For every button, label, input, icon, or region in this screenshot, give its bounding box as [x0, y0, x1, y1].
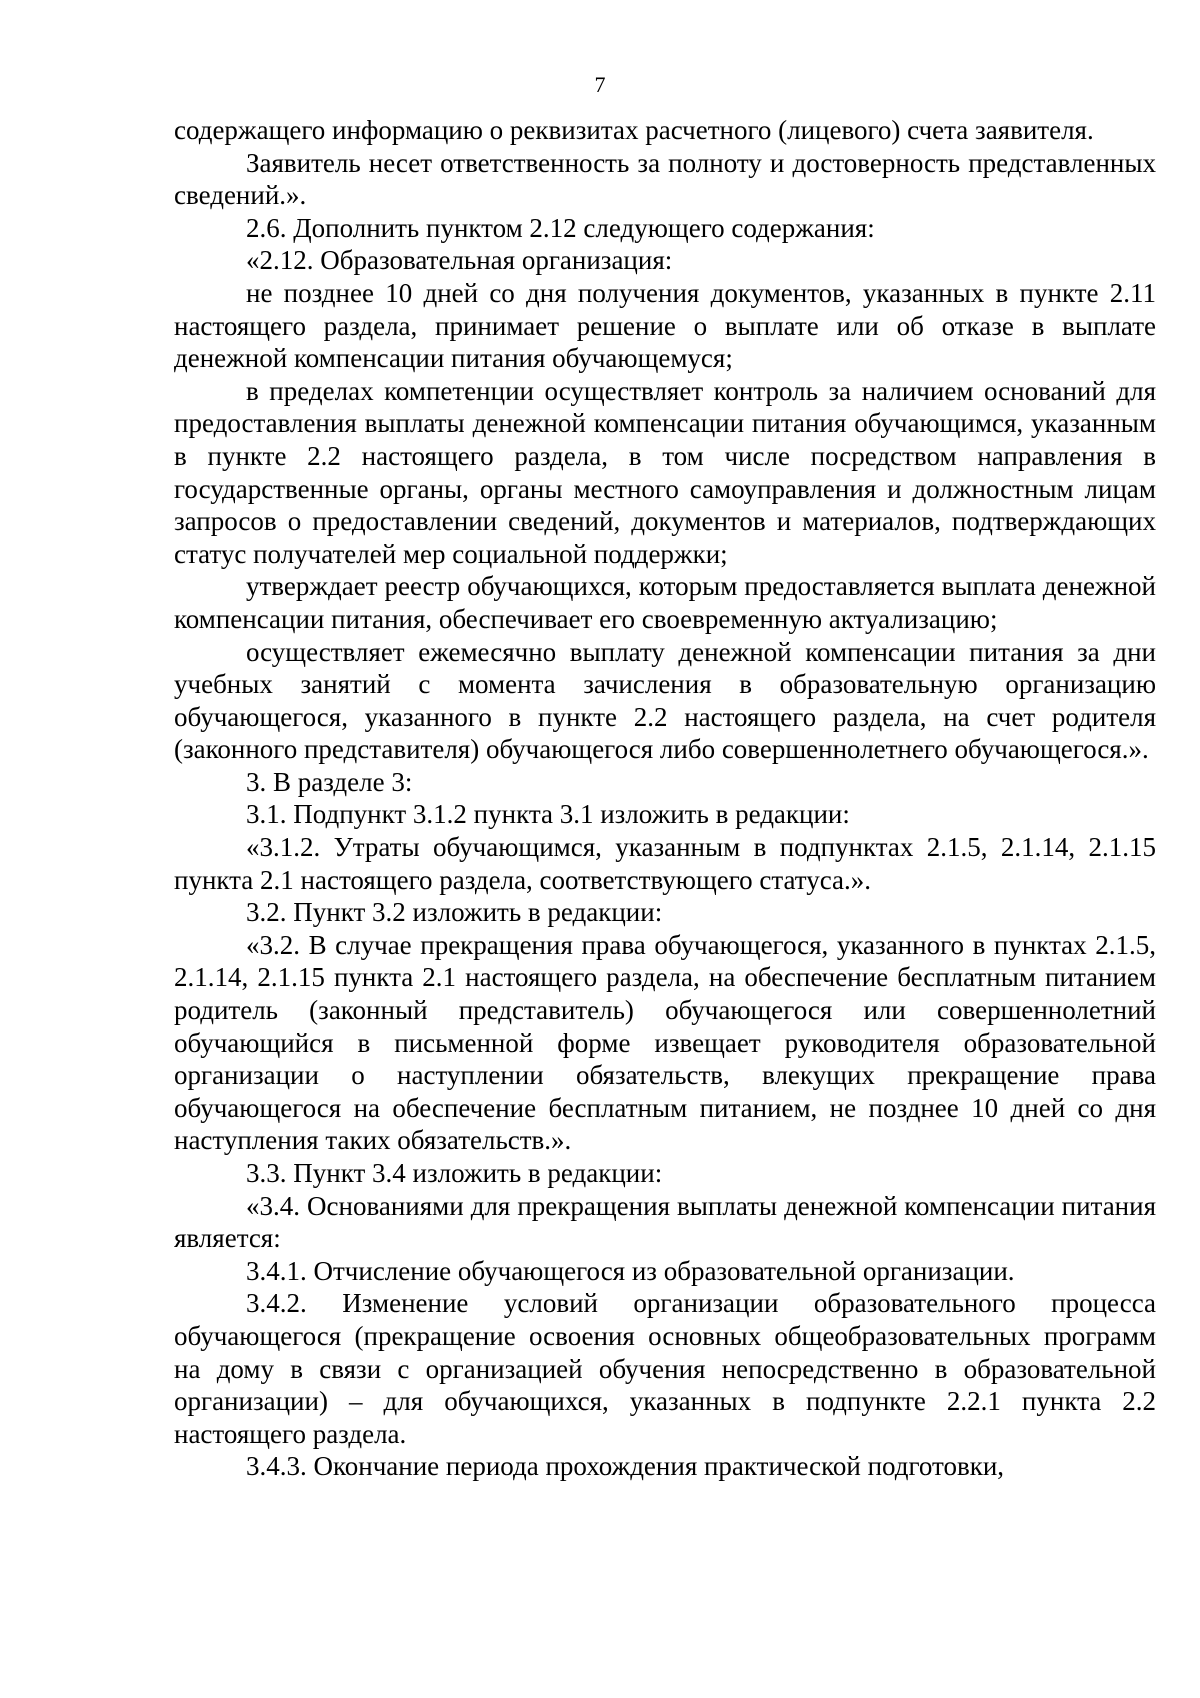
- paragraph: 3.4.1. Отчисление обучающегося из образовательной организации.: [246, 1255, 1015, 1286]
- paragraph: не позднее 10 дней со дня получения документов, указанных в пункте 2.11 настоящего раздела, принимает решение о выплате или об отказе в выплате денежной компенсации питания обучающемуся;: [174, 277, 1156, 374]
- paragraph: утверждает реестр обучающихся, которым предоставляется выплата денежной компенсации питания, обеспечивает его своевременную актуализацию;: [174, 571, 1156, 634]
- paragraph: 3.4.3. Окончание периода прохождения практической подготовки,: [246, 1451, 1005, 1482]
- paragraph: «2.12. Образовательная организация:: [246, 245, 673, 276]
- paragraph: «3.1.2. Утраты обучающимся, указанным в подпунктах 2.1.5, 2.1.14, 2.1.15 пункта 2.1 настоящего раздела, соответствующего статуса.».: [174, 832, 1156, 895]
- paragraph: 3.2. Пункт 3.2 изложить в редакции:: [246, 897, 663, 928]
- section-heading: 3. В разделе 3:: [246, 766, 413, 797]
- paragraph: в пределах компетенции осуществляет контроль за наличием оснований для предоставления выплаты денежной компенсации питания обучающимся, указанным в пункте 2.2 настоящего раздела, в том числе посредством направления в государственные органы, органы местного самоуправления и должностным лицам запросов о предоставлении сведений, документов и материалов, подтверждающих статус получателей мер социальной поддержки;: [174, 375, 1156, 569]
- paragraph: «3.2. В случае прекращения права обучающегося, указанного в пунктах 2.1.5, 2.1.14, 2.1.15 пункта 2.1 настоящего раздела, на обеспечение бесплатным питанием родитель (законный представитель) обучающегося или совершеннолетний обучающийся в письменной форме извещает руководителя образовательной организации о наступлении обязательств, влекущих прекращение права обучающегося на обеспечение бесплатным питанием, не позднее 10 дней со дня наступления таких обязательств.».: [174, 929, 1156, 1156]
- document-body: [174, 114, 1156, 1483]
- paragraph: 3.3. Пункт 3.4 изложить в редакции:: [246, 1158, 663, 1188]
- paragraph: 3.4.2. Изменение условий организации образовательного процесса обучающегося (прекращение освоения основных общеобразовательных программ на дому в связи с организацией обучения непосредственно в образовательной организации) – для обучающихся, указанных в подпункте 2.2.1 пункта 2.2 настоящего раздела.: [174, 1288, 1156, 1449]
- paragraph: Заявитель несет ответственность за полноту и достоверность представленных сведений.».: [174, 147, 1156, 211]
- page-number: 7: [594, 72, 606, 97]
- paragraph: 2.6. Дополнить пунктом 2.12 следующего содержания:: [246, 212, 875, 243]
- paragraph: «3.4. Основаниями для прекращения выплаты денежной компенсации питания является:: [174, 1190, 1156, 1254]
- paragraph: содержащего информацию о реквизитах расчетного (лицевого) счета заявителя.: [174, 115, 1094, 145]
- paragraph: осуществляет ежемесячно выплату денежной компенсации питания за дни учебных занятий с момента зачисления в образовательную организацию обучающегося, указанного в пункте 2.2 настоящего раздела, на счет родителя (законного представителя) обучающегося либо совершеннолетнего обучающегося.».: [174, 636, 1156, 765]
- paragraph: 3.1. Подпункт 3.1.2 пункта 3.1 изложить в редакции:: [246, 799, 850, 830]
